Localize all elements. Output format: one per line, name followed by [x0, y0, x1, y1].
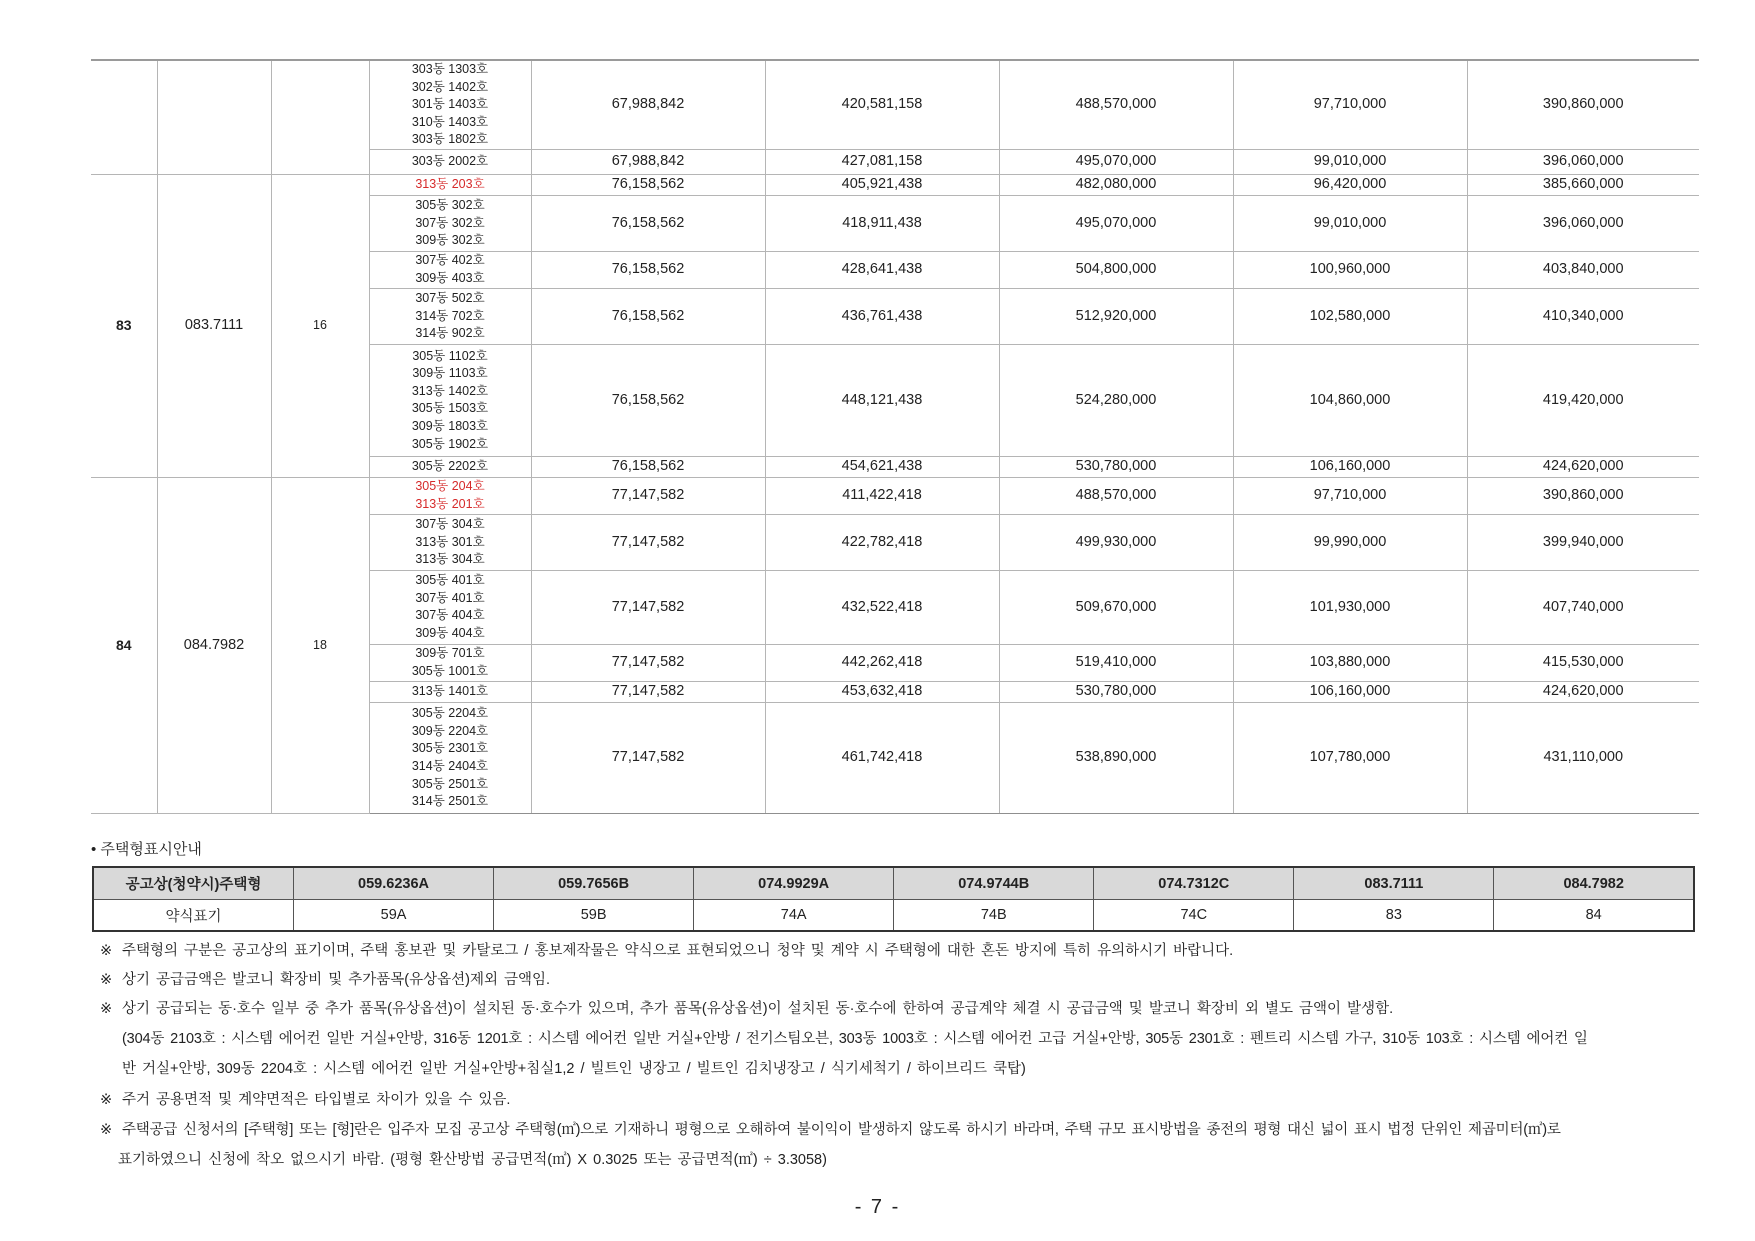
unit-label: 307동 402호: [415, 253, 485, 268]
balance-price-cell: 399,940,000: [1467, 514, 1699, 570]
unit-label: 307동 401호: [415, 590, 485, 605]
total-price-cell: 509,670,000: [999, 570, 1233, 644]
unit-label: 303동 2002호: [411, 154, 489, 169]
total-price-cell: 495,070,000: [999, 195, 1233, 251]
land-price-cell: 67,988,842: [531, 149, 765, 174]
building-price-cell: 405,921,438: [765, 174, 999, 195]
unit-label: 309동 403호: [415, 270, 485, 285]
type-table-header-row: [93, 867, 1694, 900]
balance-price-cell: 385,660,000: [1467, 174, 1699, 195]
unit-label: 313동 301호: [415, 534, 485, 549]
balance-price-cell: 419,420,000: [1467, 344, 1699, 456]
type-short-cell: 59B: [494, 900, 694, 932]
note-price-exclusion: ※ 상기 공급금액은 발코니 확장비 및 추가품목(유상옵션)제외 금액임.: [100, 972, 551, 988]
supply-price-table: [91, 59, 1699, 814]
unit-list-cell: [369, 149, 531, 174]
table-row: [91, 174, 1699, 195]
unit-label: 314동 2501호: [411, 794, 489, 809]
total-price-cell: 495,070,000: [999, 149, 1233, 174]
balance-price-cell: 431,110,000: [1467, 702, 1699, 813]
type-header-cell: 059.6236A: [294, 867, 494, 900]
building-price-cell: 461,742,418: [765, 702, 999, 813]
type-short-cell: 74C: [1094, 900, 1294, 932]
unit-label: 307동 304호: [415, 517, 485, 532]
unit-list-cell: [369, 195, 531, 251]
total-price-cell: 504,800,000: [999, 251, 1233, 288]
deposit-price-cell: 106,160,000: [1233, 681, 1467, 702]
balance-price-cell: 424,620,000: [1467, 456, 1699, 477]
note-option-detail-line2: 반 거실+안방, 309동 2204호 : 시스템 에어컨 일반 거실+안방+침실1,2 / 빌트인 냉장고 / 빌트인 김치냉장고 / 식기세척기 / 하이브리드 쿡탑): [122, 1061, 1026, 1077]
type-cell: 83: [91, 174, 157, 477]
type-header-cell: 084.7982: [1494, 867, 1694, 900]
unit-label: 305동 2202호: [411, 459, 489, 474]
balance-price-cell: 396,060,000: [1467, 149, 1699, 174]
building-price-cell: 442,262,418: [765, 644, 999, 681]
total-price-cell: 482,080,000: [999, 174, 1233, 195]
table-row: [91, 477, 1699, 514]
unit-label: 305동 1902호: [411, 436, 489, 451]
price-table-body: [91, 60, 1699, 813]
unit-label: 305동 401호: [415, 573, 485, 588]
unit-label: 314동 902호: [415, 326, 485, 341]
unit-label: 309동 302호: [415, 233, 485, 248]
land-price-cell: 77,147,582: [531, 644, 765, 681]
short-label: 약식표기: [93, 900, 294, 932]
note-area-difference: ※ 주거 공용면적 및 계약면적은 타입별로 차이가 있을 수 있음.: [100, 1092, 511, 1108]
land-price-cell: 77,147,582: [531, 514, 765, 570]
balance-price-cell: 424,620,000: [1467, 681, 1699, 702]
area-cell: [157, 60, 271, 174]
total-price-cell: 512,920,000: [999, 288, 1233, 344]
unit-label: 309동 2204호: [411, 723, 489, 738]
balance-price-cell: 390,860,000: [1467, 60, 1699, 149]
unit-label: 313동 201호: [415, 496, 485, 511]
deposit-price-cell: 103,880,000: [1233, 644, 1467, 681]
balance-price-cell: 403,840,000: [1467, 251, 1699, 288]
unit-label: 305동 1503호: [411, 401, 489, 416]
note-option-units: ※ 상기 공급되는 동·호수 일부 중 추가 품목(유상옵션)이 설치된 동·호수가 있으며, 추가 품목(유상옵션)이 설치된 동·호수에 한하여 공급계약 체결 시 공급금액 및 발코니 확장비 외 별도 금액이 발생함.: [100, 1001, 1394, 1017]
total-price-cell: 488,570,000: [999, 477, 1233, 514]
deposit-price-cell: 102,580,000: [1233, 288, 1467, 344]
unit-label: 313동 1402호: [411, 383, 489, 398]
type-cell: [91, 60, 157, 174]
page-number: - 7 -: [854, 1196, 901, 1218]
deposit-price-cell: 104,860,000: [1233, 344, 1467, 456]
unit-label: 305동 2204호: [411, 706, 489, 721]
type-header-cell: 074.9929A: [694, 867, 894, 900]
building-price-cell: 418,911,438: [765, 195, 999, 251]
note-type-notation: ※ 주택형의 구분은 공고상의 표기이며, 주택 홍보관 및 카탈로그 / 홍보제작물은 약식으로 표현되었으니 청약 및 계약 시 주택형에 대한 혼돈 방지에 특히 유의하시기 바랍니다.: [100, 943, 1234, 959]
building-price-cell: 420,581,158: [765, 60, 999, 149]
type-header-label: 공고상(청약시)주택형: [93, 867, 294, 900]
building-price-cell: 411,422,418: [765, 477, 999, 514]
deposit-price-cell: 107,780,000: [1233, 702, 1467, 813]
section-title: • 주택형표시안내: [91, 841, 202, 858]
unit-label: 309동 404호: [415, 626, 485, 641]
type-short-cell: 74A: [694, 900, 894, 932]
unit-label: 313동 1401호: [411, 684, 489, 699]
unit-list-cell: [369, 702, 531, 813]
unit-label: 301동 1403호: [411, 97, 489, 112]
land-price-cell: 76,158,562: [531, 251, 765, 288]
land-price-cell: 76,158,562: [531, 174, 765, 195]
land-price-cell: 77,147,582: [531, 702, 765, 813]
type-short-cell: 59A: [294, 900, 494, 932]
type-header-cell: 074.9744B: [894, 867, 1094, 900]
type-short-cell: 84: [1494, 900, 1694, 932]
unit-list-cell: [369, 644, 531, 681]
total-price-cell: 538,890,000: [999, 702, 1233, 813]
balance-price-cell: 396,060,000: [1467, 195, 1699, 251]
unit-label: 305동 1001호: [411, 663, 489, 678]
unit-list-cell: [369, 288, 531, 344]
unit-label: 305동 204호: [415, 479, 485, 494]
unit-label: 307동 404호: [415, 608, 485, 623]
unit-list-cell: [369, 514, 531, 570]
area-cell: 084.7982: [157, 477, 271, 813]
deposit-price-cell: 101,930,000: [1233, 570, 1467, 644]
unit-list-cell: [369, 681, 531, 702]
total-price-cell: 530,780,000: [999, 456, 1233, 477]
unit-list-cell: [369, 251, 531, 288]
type-short-cell: 74B: [894, 900, 1094, 932]
unit-list-cell: [369, 456, 531, 477]
deposit-price-cell: 100,960,000: [1233, 251, 1467, 288]
building-price-cell: 427,081,158: [765, 149, 999, 174]
building-price-cell: 453,632,418: [765, 681, 999, 702]
note-area-unit: ※ 주택공급 신청서의 [주택형] 또는 [형]란은 입주자 모집 공고상 주택형(㎡)으로 기재하니 평형으로 오해하여 불이익이 발생하지 않도록 하시기 바라며, 주택 규모 표시방법을 종전의 평형 대신 넓이 표시 법정 단위인 제곱미터(㎡)로: [100, 1122, 1561, 1138]
building-price-cell: 436,761,438: [765, 288, 999, 344]
count-cell: 18: [271, 477, 369, 813]
deposit-price-cell: 97,710,000: [1233, 60, 1467, 149]
unit-label: 307동 302호: [415, 215, 485, 230]
unit-label: 305동 1102호: [412, 348, 488, 363]
land-price-cell: 76,158,562: [531, 288, 765, 344]
unit-list-cell: [369, 344, 531, 456]
deposit-price-cell: 106,160,000: [1233, 456, 1467, 477]
deposit-price-cell: 97,710,000: [1233, 477, 1467, 514]
land-price-cell: 77,147,582: [531, 681, 765, 702]
unit-label: 313동 203호: [415, 177, 485, 192]
note-option-detail-line1: (304동 2103호 : 시스템 에어컨 일반 거실+안방, 316동 1201호 : 시스템 에어컨 일반 거실+안방 / 전기스팀오븐, 303동 1003호 : 시스템 에어컨 고급 거실+안방, 305동 2301호 : 펜트리 시스템 가구, 310동 103호 : 시스템 에어컨 일: [122, 1031, 1588, 1047]
unit-label: 309동 1803호: [411, 419, 489, 434]
total-price-cell: 530,780,000: [999, 681, 1233, 702]
count-cell: 16: [271, 174, 369, 477]
area-cell: 083.7111: [157, 174, 271, 477]
unit-label: 303동 1303호: [411, 62, 489, 76]
type-cell: 84: [91, 477, 157, 813]
unit-label: 303동 1802호: [411, 132, 489, 147]
unit-label: 313동 304호: [415, 552, 485, 567]
note-area-unit-continued: 표기하였으니 신청에 착오 없으시기 바람. (평형 환산방법 공급면적(㎡) X 0.3025 또는 공급면적(㎡) ÷ 3.3058): [118, 1152, 827, 1168]
unit-label: 305동 302호: [415, 198, 485, 213]
unit-label: 310동 1403호: [411, 114, 489, 129]
total-price-cell: 499,930,000: [999, 514, 1233, 570]
balance-price-cell: 410,340,000: [1467, 288, 1699, 344]
unit-label: 307동 502호: [415, 291, 485, 306]
table-row: [91, 60, 1699, 149]
house-type-table: [92, 866, 1695, 932]
building-price-cell: 428,641,438: [765, 251, 999, 288]
total-price-cell: 488,570,000: [999, 60, 1233, 149]
building-price-cell: 432,522,418: [765, 570, 999, 644]
land-price-cell: 67,988,842: [531, 60, 765, 149]
unit-list-cell: [369, 60, 531, 149]
unit-label: 305동 2501호: [411, 776, 489, 791]
deposit-price-cell: 99,010,000: [1233, 149, 1467, 174]
count-cell: [271, 60, 369, 174]
building-price-cell: 422,782,418: [765, 514, 999, 570]
balance-price-cell: 415,530,000: [1467, 644, 1699, 681]
unit-list-cell: [369, 174, 531, 195]
building-price-cell: 448,121,438: [765, 344, 999, 456]
balance-price-cell: 407,740,000: [1467, 570, 1699, 644]
unit-list-cell: [369, 477, 531, 514]
type-table-short-row: [93, 900, 1694, 932]
deposit-price-cell: 96,420,000: [1233, 174, 1467, 195]
total-price-cell: 524,280,000: [999, 344, 1233, 456]
land-price-cell: 77,147,582: [531, 570, 765, 644]
building-price-cell: 454,621,438: [765, 456, 999, 477]
deposit-price-cell: 99,990,000: [1233, 514, 1467, 570]
land-price-cell: 76,158,562: [531, 344, 765, 456]
balance-price-cell: 390,860,000: [1467, 477, 1699, 514]
type-header-cell: 074.7312C: [1094, 867, 1294, 900]
unit-label: 305동 2301호: [411, 741, 489, 756]
land-price-cell: 76,158,562: [531, 456, 765, 477]
unit-label: 314동 2404호: [411, 758, 489, 773]
unit-label: 309동 1103호: [412, 366, 488, 381]
type-short-cell: 83: [1294, 900, 1494, 932]
type-header-cell: 059.7656B: [494, 867, 694, 900]
unit-list-cell: [369, 570, 531, 644]
type-header-cell: 083.7111: [1294, 867, 1494, 900]
unit-label: 314동 702호: [415, 308, 485, 323]
land-price-cell: 77,147,582: [531, 477, 765, 514]
unit-label: 302동 1402호: [411, 79, 489, 94]
total-price-cell: 519,410,000: [999, 644, 1233, 681]
deposit-price-cell: 99,010,000: [1233, 195, 1467, 251]
unit-label: 309동 701호: [415, 646, 485, 661]
land-price-cell: 76,158,562: [531, 195, 765, 251]
